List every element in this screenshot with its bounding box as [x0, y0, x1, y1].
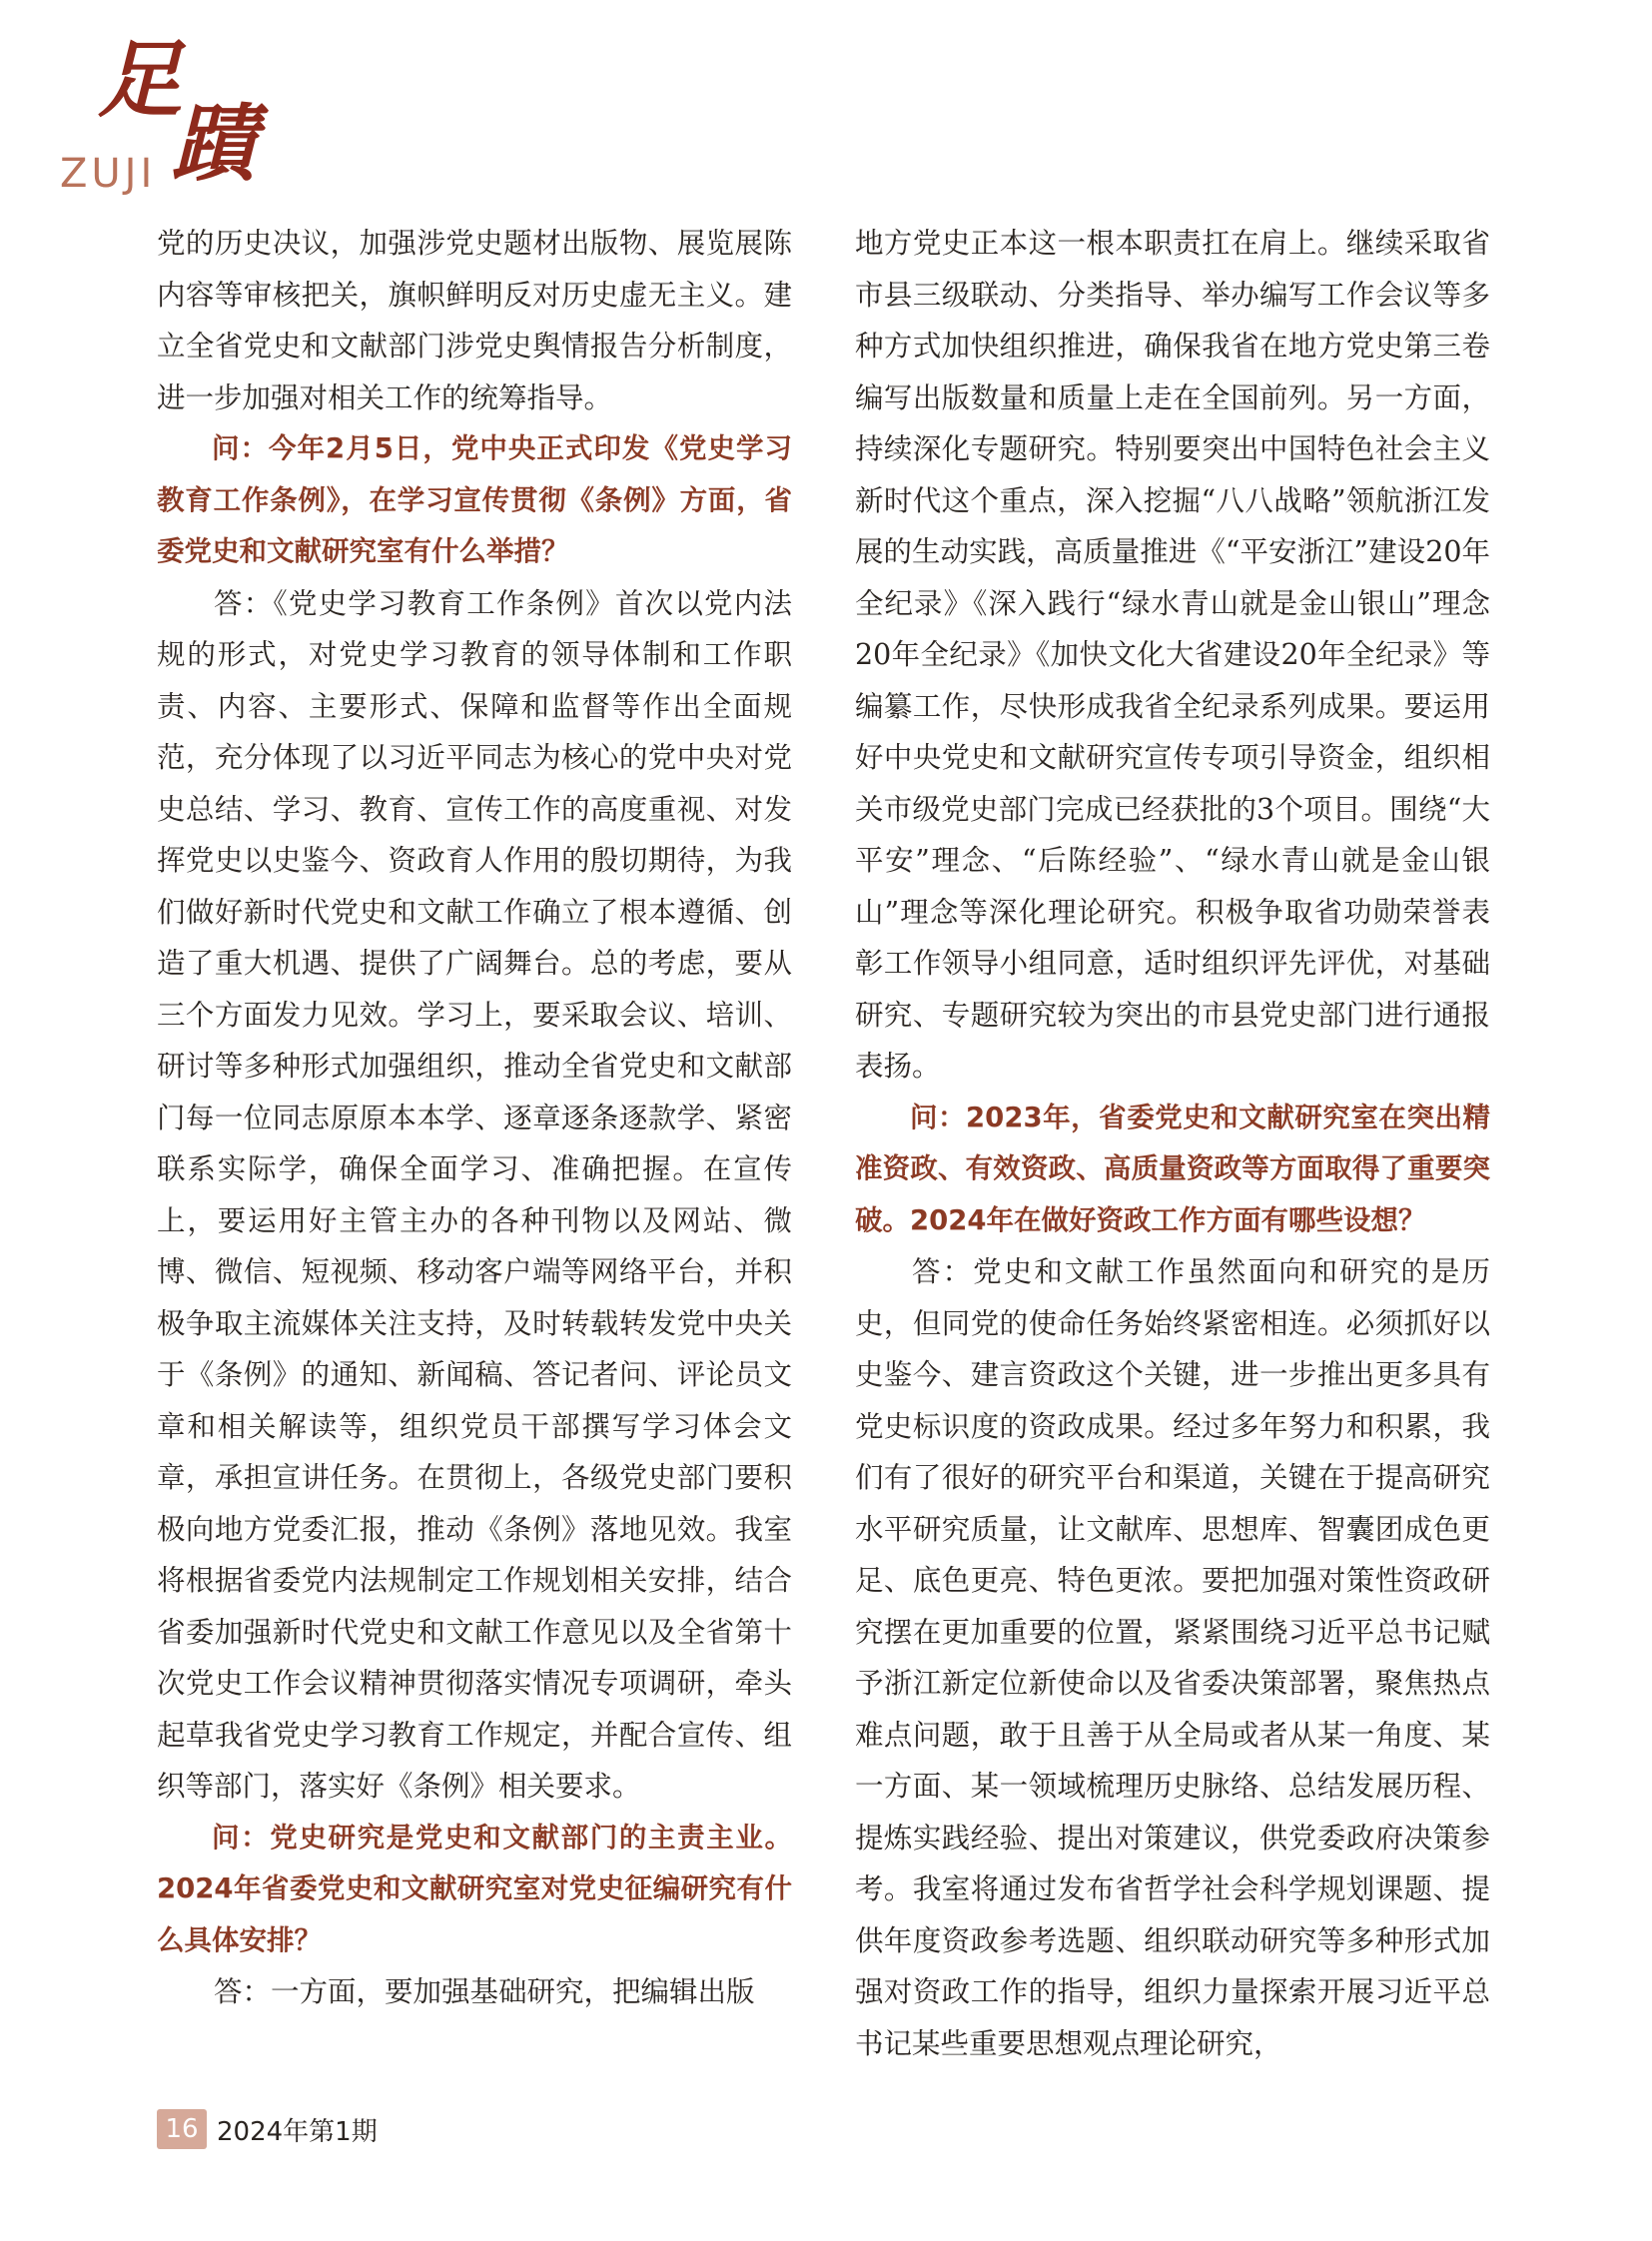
answer-paragraph: 答：党史和文献工作虽然面向和研究的是历史，但同党的使命任务始终紧密相连。必须抓好以史鉴今、建言资政这个关键，进一步推出更多具有党史标识度的资政成果。经过多年努力和积累，我们有了很好的研究平台和渠道，关键在于提高研究水平研究质量，让文献库、思想库、智囊团成色更足、底色更亮、特色更浓。要把加强对策性资政研究摆在更加重要的位置，紧紧围绕习近平总书记赋予浙江新定位新使命以及省委决策部署，聚焦热点难点问题，敢于且善于从全局或者从某一角度、某一方面、某一领域梳理历史脉络、总结发展历程、提炼实践经验、提出对策建议，供党委政府决策参考。我室将通过发布省哲学社会科学规划课题、提供年度资政参考选题、组织联动研究等多种形式加强对资政工作的指导，组织力量探索开展习近平总书记某些重要思想观点理论研究，: [855, 1255, 1490, 2060]
answer-paragraph: 答：一方面，要加强基础研究，把编辑出版: [214, 1975, 755, 2008]
page-footer: [157, 2109, 378, 2149]
right-column: [855, 218, 1490, 2069]
answer-paragraph: 地方党史正本这一根本职责扛在肩上。继续采取省市县三级联动、分类指导、举办编写工作会议等多种方式加快组织推进，确保我省在地方党史第三卷编写出版数量和质量上走在全国前列。另一方面，持续深化专题研究。特别要突出中国特色社会主义新时代这个重点，深入挖掘“八八战略”领航浙江发展的生动实践，高质量推进《“平安浙江”建设20年全纪录》《深入践行“绿水青山就是金山银山”理念20年全纪录》《加快文化大省建设20年全纪录》等编纂工作，尽快形成我省全纪录系列成果。要运用好中央党史和文献研究宣传专项引导资金，组织相关市级党史部门完成已经获批的3个项目。围绕“大平安”理念、“后陈经验”、“绿水青山就是金山银山”理念等深化理论研究。积极争取省功勋荣誉表彰工作领导小组同意，适时组织评先评优，对基础研究、专题研究较为突出的市县党史部门进行通报表扬。: [855, 227, 1490, 1083]
masthead-latin: ZUJI: [60, 151, 157, 197]
answer-paragraph: 党的历史决议，加强涉党史题材出版物、展览展陈内容等审核把关，旗帜鲜明反对历史虚无主义。建立全省党史和文献部门涉党史舆情报告分析制度，进一步加强对相关工作的统筹指导。: [157, 227, 792, 414]
masthead-char-zu: 足: [98, 30, 183, 129]
masthead-logo: [60, 30, 260, 198]
page-number: 16: [157, 2109, 207, 2149]
question-paragraph: 问：党史研究是党史和文献部门的主责主业。2024年省委党史和文献研究室对党史征编研究有什么具体安排？: [157, 1821, 792, 1956]
question-paragraph: 问：2023年，省委党史和文献研究室在突出精准资政、有效资政、高质量资政等方面取得了重要突破。2024年在做好资政工作方面有哪些设想？: [855, 1101, 1490, 1236]
issue-label: 2024年第1期: [217, 2116, 378, 2147]
left-column: [157, 218, 792, 2018]
answer-paragraph: 答：《党史学习教育工作条例》首次以党内法规的形式，对党史学习教育的领导体制和工作职责、内容、主要形式、保障和监督等作出全面规范，充分体现了以习近平同志为核心的党中央对党史总结、学习、教育、宣传工作的高度重视、对发挥党史以史鉴今、资政育人作用的殷切期待，为我们做好新时代党史和文献工作确立了根本遵循、创造了重大机遇、提供了广阔舞台。总的考虑，要从三个方面发力见效。学习上，要采取会议、培训、研讨等多种形式加强组织，推动全省党史和文献部门每一位同志原原本本学、逐章逐条逐款学、紧密联系实际学，确保全面学习、准确把握。在宣传上，要运用好主管主办的各种刊物以及网站、微博、微信、短视频、移动客户端等网络平台，并积极争取主流媒体关注支持，及时转载转发党中央关于《条例》的通知、新闻稿、答记者问、评论员文章和相关解读等，组织党员干部撰写学习体会文章，承担宣讲任务。在贯彻上，各级党史部门要积极向地方党委汇报，推动《条例》落地见效。我室将根据省委党内法规制定工作规划相关安排，结合省委加强新时代党史和文献工作意见以及全省第十次党史工作会议精神贯彻落实情况专项调研，牵头起草我省党史学习教育工作规定，并配合宣传、组织等部门，落实好《条例》相关要求。: [157, 586, 792, 1803]
question-paragraph: 问：今年2月5日，党中央正式印发《党史学习教育工作条例》，在学习宣传贯彻《条例》方面，省委党史和文献研究室有什么举措？: [157, 432, 792, 567]
masthead-char-ji: 蹟: [172, 94, 257, 193]
